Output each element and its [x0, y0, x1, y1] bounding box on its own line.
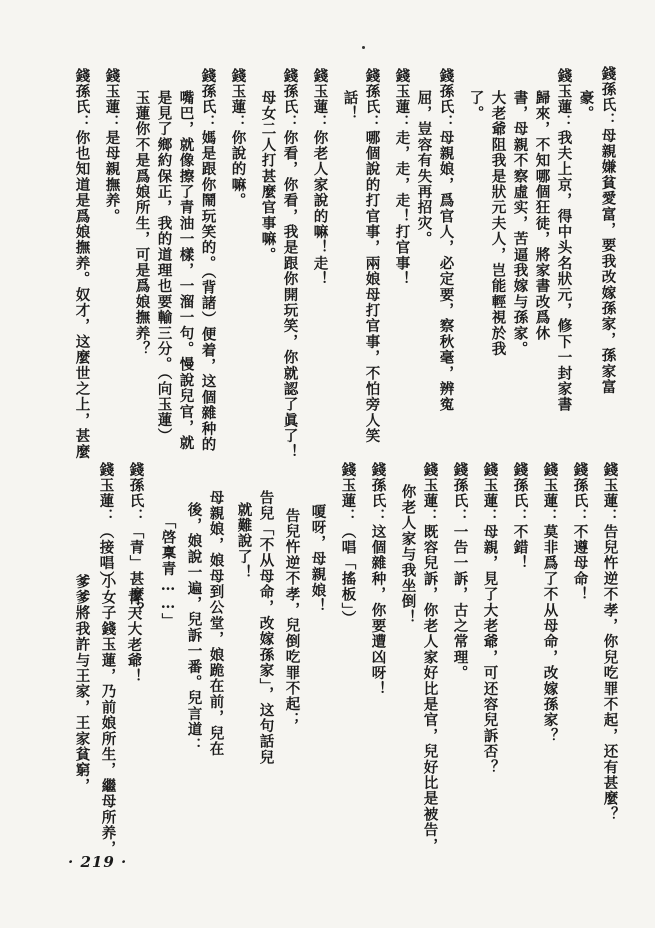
line-text: 既容兒訴，你老人家好比是官，兒好比是被告，	[421, 524, 439, 854]
speaker-name: 錢孫氏：	[363, 68, 381, 130]
text-column	[482, 462, 497, 775]
text-column	[258, 490, 273, 765]
text-column	[230, 68, 245, 209]
line-text: 爹爹將我許与王家，王家貧窮，	[73, 574, 91, 794]
line-text: 你看，你看，我是跟你開玩笑，你就認了眞了！	[281, 130, 299, 460]
speaker-name: 錢孫氏：	[127, 462, 145, 524]
line-text: 「啓稟青……」	[159, 514, 177, 629]
line-text: 一告一訴，古之常理。	[451, 524, 469, 681]
text-column	[572, 462, 587, 603]
text-column	[98, 462, 113, 587]
text-column	[370, 462, 385, 697]
text-column	[200, 68, 215, 452]
text-column	[512, 90, 527, 357]
line-text: （接唱）	[97, 524, 115, 587]
line-text: 歸來，不知哪個狂徒，將家書改爲休	[533, 90, 551, 342]
line-text: 書，母親不察虛实，苦逼我嫁与孫家。	[511, 90, 529, 357]
text-column	[490, 90, 505, 357]
line-text: 哪個說的打官事，兩娘母打官事，不怕旁人笑	[363, 130, 381, 444]
speaker-name: 錢孫氏：	[599, 66, 617, 128]
line-text: 母女二人打甚麼官事嘛。	[259, 90, 277, 263]
text-column	[208, 490, 223, 757]
line-text: 豪。	[577, 90, 595, 122]
speaker-name: 錢玉蓮：	[339, 462, 357, 524]
line-text: 走，走，走！打官事！	[393, 130, 411, 287]
line-text: 是見了鄉約保正，我的道理也要輸三分。（向玉蓮）	[155, 90, 173, 444]
text-column	[312, 68, 327, 287]
line-text: 告兒「不从母命，改嫁孫家」，这句話兒	[257, 490, 275, 766]
line-text: 告兒忤逆不孝，兒倒吃罪不起；	[283, 508, 301, 728]
text-column	[416, 90, 431, 247]
line-text: 大老爺阻我是狀元夫人，岂能輕視於我	[489, 90, 507, 357]
text-column	[340, 462, 355, 627]
text-column	[74, 574, 89, 794]
text-column	[452, 462, 467, 681]
speaker-name: 錢玉蓮：	[555, 68, 573, 130]
text-column	[310, 504, 325, 614]
text-column	[468, 90, 483, 121]
text-column	[104, 68, 119, 224]
line-text: 母親嫌貧愛富，要我改嫁孫家，孫家富	[599, 128, 617, 395]
text-column	[602, 462, 617, 822]
speaker-name: 錢玉蓮：	[481, 462, 499, 524]
text-column	[178, 90, 193, 451]
line-text: 你說的嘛。	[229, 130, 247, 209]
text-column	[74, 68, 89, 460]
line-text: 你也知道是爲娘撫养。奴才，这麼世之上，甚麼	[73, 130, 91, 460]
text-column	[156, 90, 171, 444]
line-text: 媽是跟你鬧玩笑的。（背諸）便着，这個雜种的	[199, 130, 217, 453]
line-text: 就難說了！	[235, 502, 253, 581]
text-column	[600, 66, 615, 395]
line-text: 青天大老爺！	[125, 590, 143, 685]
line-text: 不錯！	[511, 524, 529, 572]
line-text: （唱「搖板」）	[339, 524, 357, 627]
line-text: 嘴巴，就像擦了青油一樣，一溜一句。慢說兒官，就	[177, 90, 195, 452]
line-text: 你老人家說的嘛！走！	[311, 130, 329, 287]
text-column	[400, 484, 415, 625]
text-column	[160, 514, 175, 629]
text-column	[282, 68, 297, 460]
speaker-name: 錢玉蓮：	[311, 68, 329, 130]
line-text: 你老人家与我坐倒！	[399, 484, 417, 626]
text-column	[126, 590, 141, 684]
speaker-name: 錢玉蓮：	[421, 462, 439, 524]
line-text: 母親，見了大老爺，可还容兒訴否？	[481, 524, 499, 776]
speaker-name: 錢玉蓮：	[601, 462, 619, 524]
text-column	[100, 574, 115, 857]
text-column	[542, 462, 557, 744]
speaker-name: 錢玉蓮：	[541, 462, 559, 524]
text-column	[342, 90, 357, 121]
ink-speck	[362, 46, 365, 49]
line-text: 小女子錢玉蓮，乃前娘所生，繼母所养，	[99, 574, 117, 857]
text-column	[186, 502, 201, 753]
line-text: 莫非爲了不从母命，改嫁孫家？	[541, 524, 559, 744]
text-column	[556, 68, 571, 413]
speaker-name: 錢孫氏：	[437, 68, 455, 130]
line-text: 这個雜种，你要遭凶呀！	[369, 524, 387, 697]
speaker-name: 錢孫氏：	[451, 462, 469, 524]
line-text: 玉蓮你不是爲娘所生，可是爲娘撫养？	[133, 90, 151, 357]
speaker-name: 錢孫氏：	[369, 462, 387, 524]
text-column	[134, 90, 149, 357]
speaker-name: 錢孫氏：	[571, 462, 589, 524]
line-text: 是母親撫养。	[103, 130, 121, 225]
line-text: 我夫上京，得中头名狀元，修下一封家書	[555, 130, 573, 413]
text-column	[284, 508, 299, 728]
text-column	[534, 90, 549, 341]
line-text: 話！	[341, 90, 359, 122]
speaker-name: 錢玉蓮：	[97, 462, 115, 524]
text-column	[422, 462, 437, 854]
page-number: · 219 ·	[68, 853, 128, 871]
text-column	[578, 90, 593, 121]
text-column	[394, 68, 409, 287]
line-text: 不遵母命！	[571, 524, 589, 603]
line-text: 母親娘，娘母到公堂，娘跪在前，兒在	[207, 490, 225, 757]
line-text: 「青」甚麼？	[127, 524, 145, 619]
text-column	[438, 68, 453, 413]
speaker-name: 錢孫氏：	[281, 68, 299, 130]
text-column	[364, 68, 379, 444]
speaker-name: 錢玉蓮：	[393, 68, 411, 130]
line-text: 了。	[467, 90, 485, 122]
text-column	[236, 502, 251, 581]
speaker-name: 錢孫氏：	[73, 68, 91, 130]
speaker-name: 錢玉蓮：	[229, 68, 247, 130]
line-text: 後，娘說一遍，兒訴一番。兒言道：	[185, 502, 203, 754]
speaker-name: 錢玉蓮：	[103, 68, 121, 130]
line-text: 屈，豈容有失再招灾。	[415, 90, 433, 247]
text-column	[512, 462, 527, 571]
speaker-name: 錢孫氏：	[199, 68, 217, 130]
line-text: 母親娘，爲官人，必定要，察秋毫，辨寃	[437, 130, 455, 413]
text-column	[260, 90, 275, 263]
speaker-name: 錢孫氏：	[511, 462, 529, 524]
line-text: 嗄呀，母親娘！	[309, 504, 327, 614]
line-text: 告兒忤逆不孝，你兒吃罪不起，还有甚麼？	[601, 524, 619, 823]
